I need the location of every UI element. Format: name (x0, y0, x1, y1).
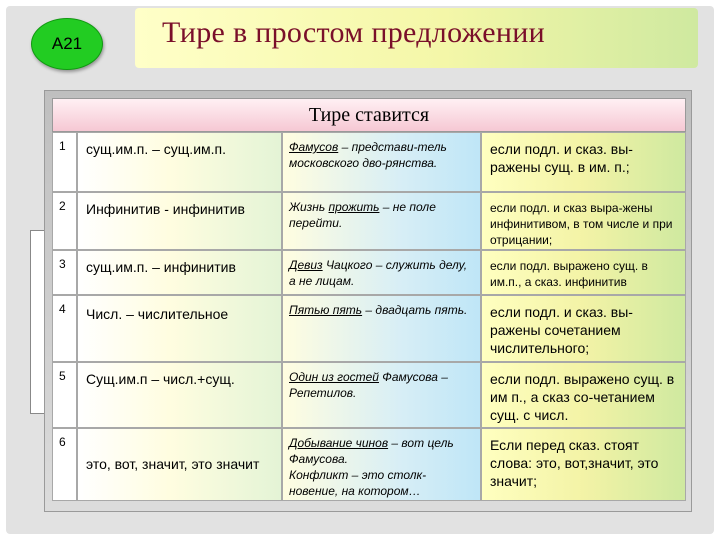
example-subject: Один из гостей (289, 370, 379, 384)
row-example (282, 250, 481, 295)
example-text: Фамусова – Репетилов. (289, 370, 448, 400)
page-title: Тире в простом предложении (162, 16, 545, 49)
row-rule: если подл. выражено сущ. в им.п., а сказ. инфинитив (481, 250, 686, 295)
row-example (282, 362, 481, 428)
row-example (282, 132, 481, 192)
row-rule: если подл. выражено сущ. в им п., а сказ со-четанием сущ. с числ. (481, 362, 686, 428)
example-subject: Девиз (289, 258, 323, 272)
example-subject: Пятью пять (289, 303, 363, 317)
row-example (282, 428, 481, 501)
table-row (52, 428, 686, 501)
row-pattern: сущ.им.п. – инфинитив (77, 250, 282, 295)
row-pattern: Числ. – числительное (77, 295, 282, 362)
table-row (52, 192, 686, 250)
example-text: Чацкого – служить делу, а не лицам. (289, 258, 468, 288)
row-rule: если подл. и сказ. вы-ражены сущ. в им. п.; (481, 132, 686, 192)
example-text: – вот цель Фамусова. (289, 436, 454, 466)
table-row (52, 362, 686, 428)
row-rule: Если перед сказ. стоят слова: это, вот,значит, это значит; (481, 428, 686, 501)
row-pattern: это, вот, значит, это значит (77, 428, 282, 501)
row-number: 3 (52, 250, 77, 295)
example-subject: Фамусов (289, 140, 339, 154)
table-header: Тире ставится (52, 98, 686, 132)
example-subject: прожить (328, 200, 380, 214)
table-row (52, 250, 686, 295)
example-subject: Добывание чинов (289, 436, 389, 450)
table-row (52, 295, 686, 362)
example-text: – представи-тель московского дво-рянства. (289, 140, 447, 170)
row-pattern: Инфинитив - инфинитив (77, 192, 282, 250)
example-second: Конфликт – это столк-новение, на котором… (289, 468, 427, 498)
row-number: 4 (52, 295, 77, 362)
table-row (52, 132, 686, 192)
row-rule: если подл. и сказ. вы-ражены сочетанием числительного; (481, 295, 686, 362)
example-text: – не поле перейти. (289, 200, 436, 230)
example-text: – двадцать пять. (362, 303, 468, 317)
example-pre: Жизнь (289, 200, 329, 214)
row-rule: если подл. и сказ выра-жены инфинитивом, в том числе и при отрицании; (481, 192, 686, 250)
task-badge-label: A21 (51, 34, 83, 53)
row-number: 6 (52, 428, 77, 501)
rules-table (52, 98, 686, 501)
row-pattern: сущ.им.п. – сущ.им.п. (77, 132, 282, 192)
row-example (282, 192, 481, 250)
row-example (282, 295, 481, 362)
row-number: 1 (52, 132, 77, 192)
row-pattern: Сущ.им.п – числ.+сущ. (77, 362, 282, 428)
task-badge (31, 18, 103, 70)
row-number: 2 (52, 192, 77, 250)
row-number: 5 (52, 362, 77, 428)
